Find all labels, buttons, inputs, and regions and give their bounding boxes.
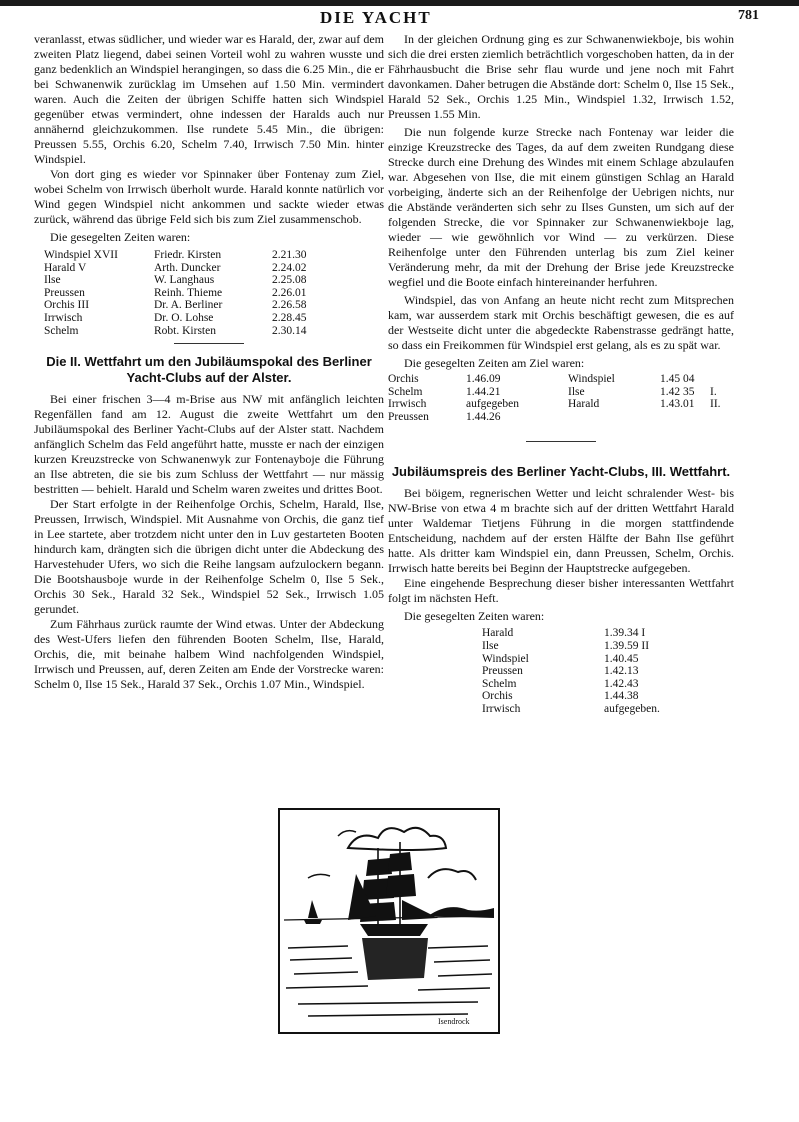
water-reflection: [362, 938, 428, 980]
table-row: Irrwisch Dr. O. Lohse 2.28.45: [44, 311, 307, 324]
table-row: Schelm Robt. Kirsten 2.30.14: [44, 324, 307, 337]
artist-signature: Isendrock: [438, 1017, 470, 1026]
table-row: Schelm 1.44.21 Ilse 1.42 35 I.: [388, 385, 717, 398]
paragraph: Windspiel, das von Anfang an heute nicht recht zum Mitsprechen kam, war ausserdem stark mit Orchis beschäftigt gewesen, die es auf der Westseite dicht unter die abgedeckte Rabenstrasse gedrängt hatte, so dass ein Freikommen für Windspiel erst gelang, als es zu spät war.: [388, 293, 734, 352]
table-row: Irrwisch aufgegeben.: [482, 702, 660, 715]
table-row: Orchis 1.46.09 Windspiel 1.45 04: [388, 373, 695, 385]
paragraph: In der gleichen Ordnung ging es zur Schwanenwiekboje, bis wohin sich die drei ersten ziemlich beträchtlich vorgeschoben hatten, da in der Fährhausbucht die Brise sehr flau wurde und jene noch mit Fahrt davonkamen. Daher betrugen die Abstände dort: Schelm 0, Ilse 15 Sek., Harald 52 Sek., Orchis 1.25 Min., Windspiel 1.32, Irrwisch 1.52, Preussen 1.55 Min.: [388, 32, 734, 121]
page-top-border: [0, 0, 799, 6]
table-row: Preussen Reinh. Thieme 2.26.01: [44, 286, 307, 299]
results-table: [44, 249, 384, 337]
times-intro: Die gesegelten Zeiten am Ziel waren:: [404, 356, 585, 370]
times-intro: Die gesegelten Zeiten waren:: [404, 609, 545, 624]
table-row: Preussen 1.42.13: [482, 665, 639, 678]
table-row: Harald 1.39.34 I: [482, 627, 646, 640]
table-row: Ilse 1.39.59 II: [482, 639, 650, 652]
left-column: [34, 32, 384, 692]
paragraph: Bei böigem, regnerischen Wetter und leicht schralender West- bis NW-Brise von etwa 4 m brachte sich auf der dritten Wettfahrt Harald unter Waldemar Tietjens Führung in die morgen stattfindende Entscheidung, nachdem auf der ersten Hälfte der Bahn Ilse geführt hatte. Als dritter kam Windspiel ein, dann Preussen, Schelm, Orchis. Irrwisch hatte bereits bei Beginn der Hauptstrecke aufgegeben.: [388, 486, 734, 576]
times-intro: Die gesegelten Zeiten waren:: [50, 230, 191, 244]
table-row: Windspiel 1.40.45: [482, 652, 639, 665]
section-divider: [526, 441, 596, 442]
section-divider: [174, 343, 244, 344]
finish-times-table: [388, 373, 734, 423]
paragraph: veranlasst, etwas südlicher, und wieder war es Harald, der, zwar auf dem zweiten Platz liegend, dabei seinen Vorteil wohl zu wahren wusste und ganz bedenklich an Windspiel herangingen, so dass die 6.25 Min., die er bei Schwanenwik zurücklag im Umsehen auf 1.50 Min. vermindert waren. Auch die Zeiten der übrigen Schiffe hatten sich Windspiel gegenüber etwas vermindert, ohne indessen der Haralds auch nur annähernd gleichzukommen. Ilse rundete 5.45 Min., die übrigen: Preussen 5.55, Orchis 6.20, Schelm 7.40, Irrwisch 7.50 Min. hinter Windspiel.: [34, 32, 384, 166]
table-row: Orchis 1.44.38: [482, 690, 639, 703]
ship-hull: [360, 924, 428, 936]
paragraph: Die nun folgende kurze Strecke nach Fontenay war leider die einzige Kreuzstrecke des Tages, da auf dem zweiten Rundgang diese Strecke durch eine Drehung des Windes mit einem Schlage abzulaufen war. Abgesehen von Ilse, die mit einem günstigen Schlag an Harald vorbeiging, änderte sich an der Reihenfolge der Uebrigen nichts, nur die Abstände veränderten sich sehr zu Ilses Gunsten, um sich auf der folgenden Strecke, die vor Spinnaker zur Schwanenwiekboje lag, wieder — wie gewöhnlich vor Wind — zu verkürzen. Diese Reihenfolge unter den Führenden unterlag bis zum Ziel keiner Veränderung mehr, da mit der Drehung der Brise jede Kreuzstrecke wegfiel und die Boote einfach hintereinander herfuhren.: [388, 125, 734, 289]
sailing-ship-illustration: [278, 808, 500, 1034]
page-header-title: DIE YACHT: [320, 8, 432, 27]
page-number: 781: [738, 8, 759, 23]
paragraph: Eine eingehende Besprechung dieser bisher interessanten Wettfahrt folgt im nächsten Heft.: [388, 576, 734, 606]
table-row: Windspiel XVII Friedr. Kirsten 2.21.30: [44, 249, 307, 261]
paragraph: Bei einer frischen 3—4 m-Brise aus NW mit anfänglich leichten Regenfällen fand am 12. August die zweite Wettfahrt um den Jubiläumspokal des Berliner Yacht-Clubs auf der Alster statt. Nachdem anfänglich Schelm das Feld angeführt hatte, musste er nach der einzigen kurzen Kreuzstrecke von Schwanenwyk zur Fontenayboje die Führung an Ilse abtreten, die sie bis zum Schluss der Wettfahrt — nur mässig bestritten — behielt. Harald und Schelm waren zweites und drittes Boot.: [34, 392, 384, 497]
paragraph: Zum Fährhaus zurück raumte der Wind etwas. Unter der Abdeckung des West-Ufers liefen den führenden Booten Schelm, Ilse, Harald, Orchis, die, mit beinahe halbem Wind nachfolgenden Windspiel, Irrwisch und Preussen, auf, deren Zeiten am Ende der Vorstrecke waren: Schelm 0, Ilse 15 Sek., Harald 37 Sek., Orchis 1.07 Min., Windspiel.: [34, 617, 384, 692]
table-row: Preussen 1.44.26: [388, 410, 501, 423]
table-row: Orchis III Dr. A. Berliner 2.26.58: [44, 299, 307, 312]
table-row: Ilse W. Langhaus 2.25.08: [44, 274, 307, 287]
paragraph: Von dort ging es wieder vor Spinnaker über Fontenay zum Ziel, wobei Schelm von Irrwisch überholt wurde. Harald konnte natürlich vor Wind gegen Windspiel nicht ankommen und sackte wieder etwas zurück, während das übrige Feld sich bis zum Ziel zusammenschob.: [34, 167, 384, 226]
table-row: Schelm 1.42.43: [482, 677, 639, 690]
paragraph: Der Start erfolgte in der Reihenfolge Orchis, Schelm, Harald, Ilse, Preussen, Irrwisch, Windspiel. Mit Ausnahme von Orchis, die ganz tief in Lee startete, aber trotzdem nicht unter den in Luv gestarteten Booten hindurch kam, drängten sich die übrigen dicht unter die Abdeckung des Harvestehuder Ufers, wo sich die Reihe langsam aufzulockern begann. Die Bootshausboje wurde in der Reihenfolge Schelm 0, Ilse 5 Sek., Orchis 30 Sek., Harald 32 Sek., Windspiel 52 Sek., Irrwisch 1.05 gerundet.: [34, 497, 384, 617]
table-row: Harald V Arth. Duncker 2.24.02: [44, 261, 307, 274]
table-row: Irrwisch aufgegeben Harald 1.43.01 II.: [388, 398, 721, 411]
section-heading: Die II. Wettfahrt um den Jubiläumspokal des Berliner Yacht-Clubs auf der Alster.: [46, 354, 372, 386]
right-column: [388, 32, 734, 716]
results-table: [482, 627, 734, 715]
section-heading: Jubiläumspreis des Berliner Yacht-Clubs, III. Wettfahrt.: [391, 464, 731, 480]
